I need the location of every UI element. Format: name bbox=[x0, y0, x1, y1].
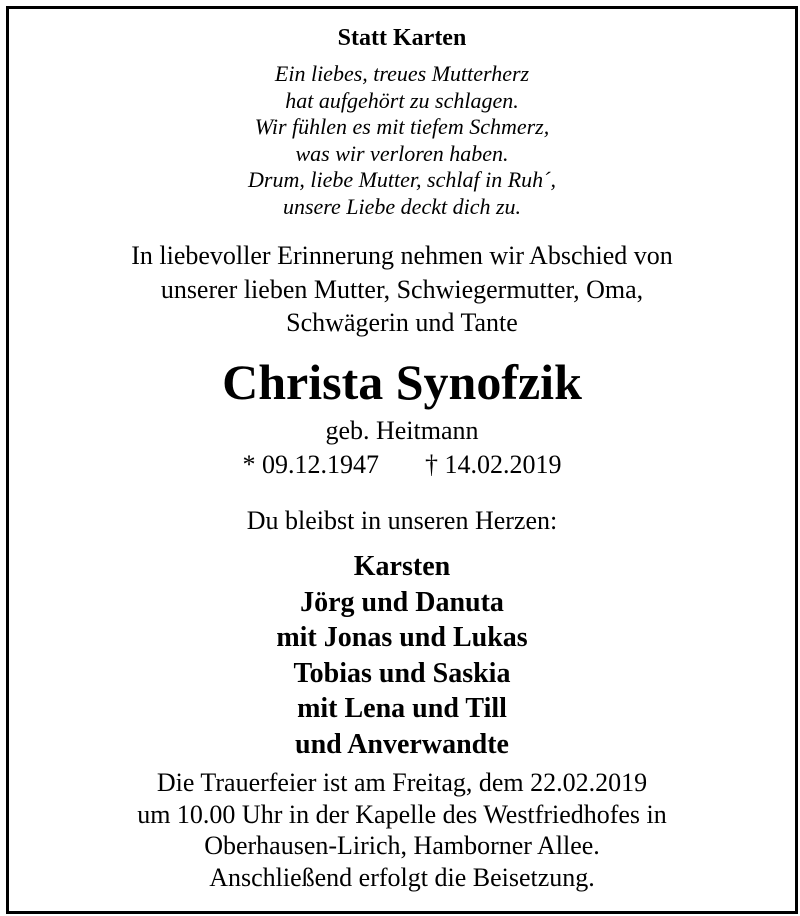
poem-line: Wir fühlen es mit tiefem Schmerz, bbox=[254, 114, 550, 140]
mourner-line: und Anverwandte bbox=[295, 728, 509, 760]
mourner-line: Karsten bbox=[353, 551, 451, 582]
poem-line: Drum, liebe Mutter, schlaf in Ruh´, bbox=[248, 167, 556, 193]
intro-block bbox=[9, 239, 795, 340]
birth-date: * 09.12.1947 bbox=[242, 450, 379, 479]
poem-line: hat aufgehört zu schlagen. bbox=[285, 87, 519, 113]
service-info bbox=[9, 767, 795, 893]
mourners-list bbox=[9, 549, 795, 763]
mourner-line: Tobias und Saskia bbox=[293, 657, 511, 689]
service-line: um 10.00 Uhr in der Kapelle des Westfriedhofes in bbox=[137, 799, 667, 829]
deceased-name-text: Christa Synofzik bbox=[222, 354, 582, 410]
remembrance-text: Du bleibst in unseren Herzen: bbox=[246, 506, 558, 535]
service-line: Anschließend erfolgt die Beisetzung. bbox=[209, 862, 595, 892]
death-date: † 14.02.2019 bbox=[425, 450, 562, 479]
mourner-line: mit Lena und Till bbox=[297, 693, 507, 725]
poem-block bbox=[9, 61, 795, 221]
remembrance-line bbox=[9, 505, 795, 537]
life-dates bbox=[9, 449, 795, 481]
service-line: Oberhausen-Lirich, Hamborner Allee. bbox=[204, 831, 600, 860]
mourner-line: Jörg und Danuta bbox=[300, 586, 504, 618]
deceased-name bbox=[9, 353, 795, 411]
poem-line: was wir verloren haben. bbox=[295, 140, 509, 166]
poem-line: Ein liebes, treues Mutterherz bbox=[274, 61, 530, 86]
poem-line: unsere Liebe deckt dich zu. bbox=[282, 193, 522, 219]
obituary-notice-frame bbox=[6, 6, 798, 914]
maiden-name bbox=[9, 415, 795, 447]
intro-line: unserer lieben Mutter, Schwiegermutter, Oma, bbox=[160, 274, 644, 304]
notice-header bbox=[9, 23, 795, 53]
intro-line: In liebevoller Erinnerung nehmen wir Abschied von bbox=[131, 241, 673, 270]
header-text: Statt Karten bbox=[337, 25, 467, 51]
maiden-name-text: geb. Heitmann bbox=[325, 416, 479, 445]
service-line: Die Trauerfeier ist am Freitag, dem 22.02.2019 bbox=[156, 768, 648, 797]
intro-line: Schwägerin und Tante bbox=[286, 308, 518, 337]
mourner-line: mit Jonas und Lukas bbox=[276, 622, 528, 654]
